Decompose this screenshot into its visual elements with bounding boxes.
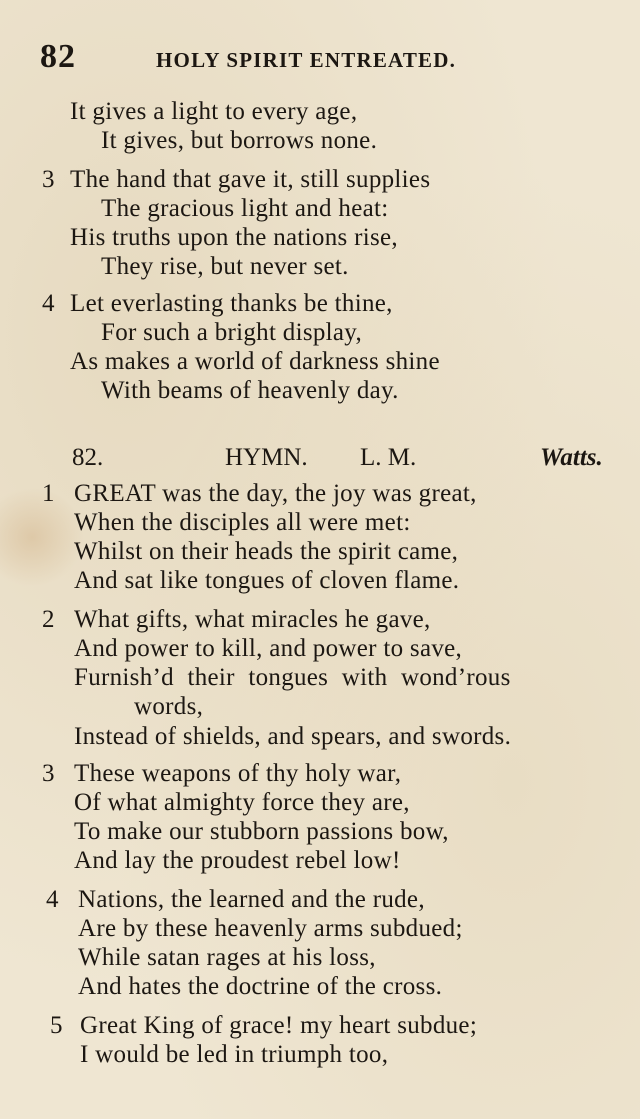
verse-line: As makes a world of darkness shine	[70, 348, 440, 375]
verse-line: Furnish’d their tongues with wond’rous	[74, 664, 511, 691]
running-title: HOLY SPIRIT ENTREATED.	[156, 48, 457, 72]
verse-line: What gifts, what miracles he gave,	[74, 606, 431, 633]
stanza-number: 1	[42, 480, 55, 507]
verse-line: The gracious light and heat:	[101, 195, 389, 222]
verse-line: Whilst on their heads the spirit came,	[74, 538, 459, 565]
verse-line: To make our stubborn passions bow,	[74, 818, 449, 845]
hymn-number: 82.	[72, 444, 104, 471]
verse-line: These weapons of thy holy war,	[74, 760, 402, 787]
page-header	[40, 38, 620, 78]
stanza-number: 4	[42, 290, 55, 317]
verse-line: And lay the proudest rebel low!	[74, 847, 401, 874]
verse-line: Of what almighty force they are,	[74, 789, 410, 816]
verse-line: I would be led in triumph too,	[80, 1041, 389, 1068]
verse-line: His truths upon the nations rise,	[70, 224, 398, 251]
stanza-number: 4	[46, 886, 59, 913]
verse-line: And sat like tongues of cloven flame.	[74, 567, 460, 594]
verse-line: For such a bright display,	[101, 319, 363, 346]
verse-line: They rise, but never set.	[101, 253, 349, 280]
verse-line: It gives a light to every age,	[70, 98, 358, 125]
page-number: 82	[40, 38, 76, 75]
verse-line: And power to kill, and power to save,	[74, 635, 463, 662]
verse-line: Instead of shields, and spears, and swords.	[74, 723, 512, 750]
verse-line: Let everlasting thanks be thine,	[70, 290, 393, 317]
hymn-title: HYMN.	[225, 444, 308, 471]
hymn-author: Watts.	[540, 444, 603, 471]
verse-line: GREAT was the day, the joy was great,	[74, 480, 477, 507]
verse-line: The hand that gave it, still supplies	[70, 166, 431, 193]
verse-line: When the disciples all were met:	[74, 509, 411, 536]
stanza-number: 5	[50, 1012, 63, 1039]
verse-line: And hates the doctrine of the cross.	[78, 973, 443, 1000]
stanza-number: 3	[42, 166, 55, 193]
hymn-meter: L. M.	[360, 444, 417, 471]
verse-line: It gives, but borrows none.	[101, 127, 378, 154]
verse-line: Nations, the learned and the rude,	[78, 886, 425, 913]
verse-line: With beams of heavenly day.	[101, 377, 399, 404]
stanza-number: 2	[42, 606, 55, 633]
verse-line: Are by these heavenly arms subdued;	[78, 915, 463, 942]
verse-line: While satan rages at his loss,	[78, 944, 376, 971]
verse-line: words,	[134, 693, 204, 720]
stanza-number: 3	[42, 760, 55, 787]
verse-line: Great King of grace! my heart subdue;	[80, 1012, 478, 1039]
